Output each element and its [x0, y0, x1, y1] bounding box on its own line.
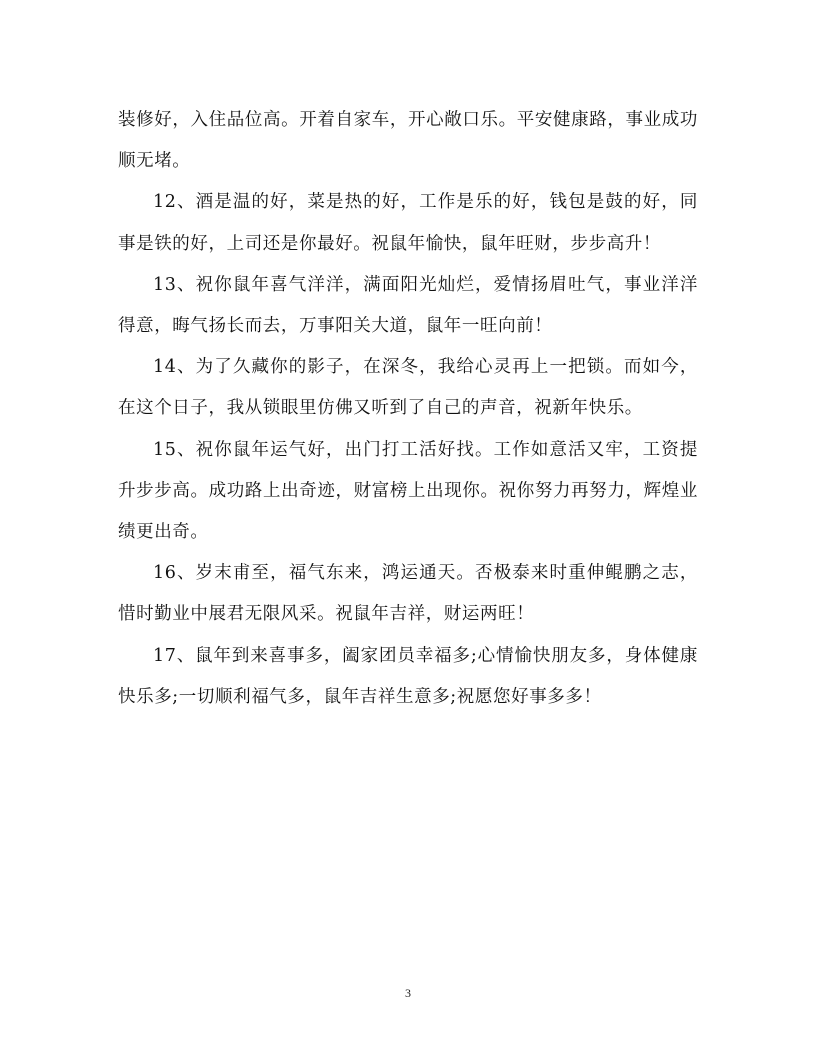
- paragraph-4: 14、为了久藏你的影子，在深冬，我给心灵再上一把锁。而如今，在这个日子，我从锁眼里仿佛又听到了自己的声音，祝新年快乐。: [118, 357, 698, 419]
- document-body: [118, 100, 698, 718]
- paragraph-3: 13、祝你鼠年喜气洋洋，满面阳光灿烂，爱情扬眉吐气，事业洋洋得意，晦气扬长而去，万事阳关大道，鼠年一旺向前！: [118, 274, 698, 337]
- page-number: 3: [405, 986, 411, 1000]
- paragraph-5: 15、祝你鼠年运气好，出门打工活好找。工作如意活又牢，工资提升步步高。成功路上出奇迹，财富榜上出现你。祝你努力再努力，辉煌业绩更出奇。: [118, 439, 698, 543]
- paragraph-1: 装修好，入住品位高。开着自家车，开心敞口乐。平安健康路，事业成功顺无堵。: [118, 110, 698, 172]
- paragraph-2: 12、酒是温的好，菜是热的好，工作是乐的好，钱包是鼓的好，同事是铁的好，上司还是你最好。祝鼠年愉快，鼠年旺财，步步高升！: [118, 192, 698, 254]
- paragraph-6: 16、岁末甫至，福气东来，鸿运通天。否极泰来时重伸鲲鹏之志，惜时勤业中展君无限风采。祝鼠年吉祥，财运两旺！: [118, 563, 698, 625]
- paragraph-7: 17、鼠年到来喜事多，阖家团员幸福多;心情愉快朋友多，身体健康快乐多;一切顺利福气多，鼠年吉祥生意多;祝愿您好事多多！: [118, 645, 698, 707]
